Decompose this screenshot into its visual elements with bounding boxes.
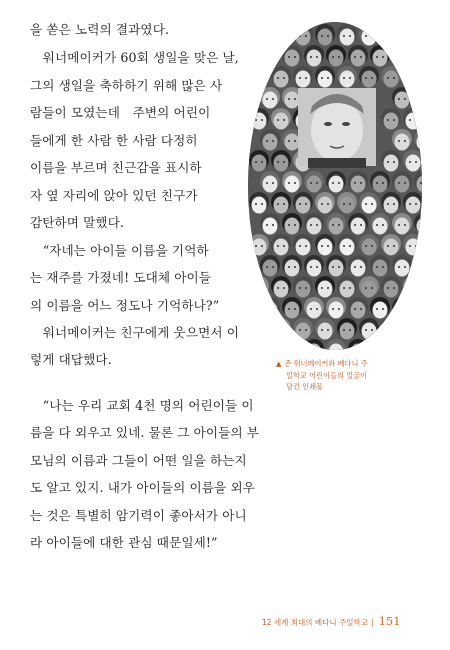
text-line: 렇게 대답했다. [30,352,112,367]
child-face [260,297,280,319]
child-face [381,318,401,340]
text-line: 을 쏟은 노력의 결과였다. [30,22,170,37]
text-line: 이름을 부르며 친근감을 표시하 [30,160,202,175]
text-line: 라 아이들에 대한 관심 때문일세!” [30,535,218,550]
child-face [414,339,422,350]
running-chapter-title: 12 세계 최대의 베다니 주일학교 [262,618,369,627]
child-face [271,24,291,46]
text-line: 그의 생일을 축하하기 위해 많은 사 [30,78,223,93]
text-line: 감탄하며 말했다. [30,215,125,230]
caption-line: 담긴 인쇄물 [286,382,324,391]
child-face [370,339,390,350]
child-face [403,276,422,298]
child-face [403,24,422,46]
child-face [392,339,412,350]
text-line: 의 이름을 어느 정도나 기억하나?” [30,298,220,313]
text-line: “나는 우리 교회 4천 명의 어린이들 이 [30,398,254,413]
footer-separator: | [371,618,374,627]
text-line: “자네는 아이들 이름을 기억하 [30,243,209,258]
text-line: 는 재주를 가졌네! 도대체 아이들 [30,270,212,285]
child-face [414,45,422,67]
triangle-marker-icon: ▲ [276,360,282,368]
child-face [249,318,269,340]
text-line: 워너메이커가 60회 생일을 맞은 날, [30,50,239,65]
page-footer [262,614,401,628]
child-face [249,24,269,46]
collage-image [248,22,422,350]
portrait-face [298,88,376,168]
children-collage-photo [248,22,422,350]
page-number: 151 [378,614,401,628]
child-face [403,318,422,340]
child-face [249,276,269,298]
text-line: 도 알고 있지. 내가 아이들의 이름을 외우 [30,480,255,495]
child-face [414,297,422,319]
child-face [414,87,422,109]
caption-line: 일학교 어린이들의 얼굴이 [286,371,367,380]
text-line: 들에게 한 사람 한 사람 다정히 [30,133,198,148]
text-line: 워너메이커는 친구에게 웃으면서 이 [30,325,239,340]
text-line: 람들이 모였는데 주변의 어린이 [30,105,211,120]
child-face [282,339,302,350]
child-face [403,66,422,88]
text-line: 름을 다 외우고 있네. 물론 그 아이들의 부 [30,425,260,440]
child-face [392,45,412,67]
text-line: 자 옆 자리에 앉아 있던 친구가 [30,188,198,203]
caption-line: 존 워너메이커와 베다니 주 [284,359,368,368]
text-line: 는 것은 특별히 암기력이 좋아서가 아니 [30,508,247,523]
child-face [260,339,280,350]
text-line: 모님의 이름과 그들이 어떤 일을 하는지 [30,453,247,468]
child-face [414,255,422,277]
photo-caption [276,358,426,392]
child-face [381,24,401,46]
child-face [271,318,291,340]
child-face [392,297,412,319]
